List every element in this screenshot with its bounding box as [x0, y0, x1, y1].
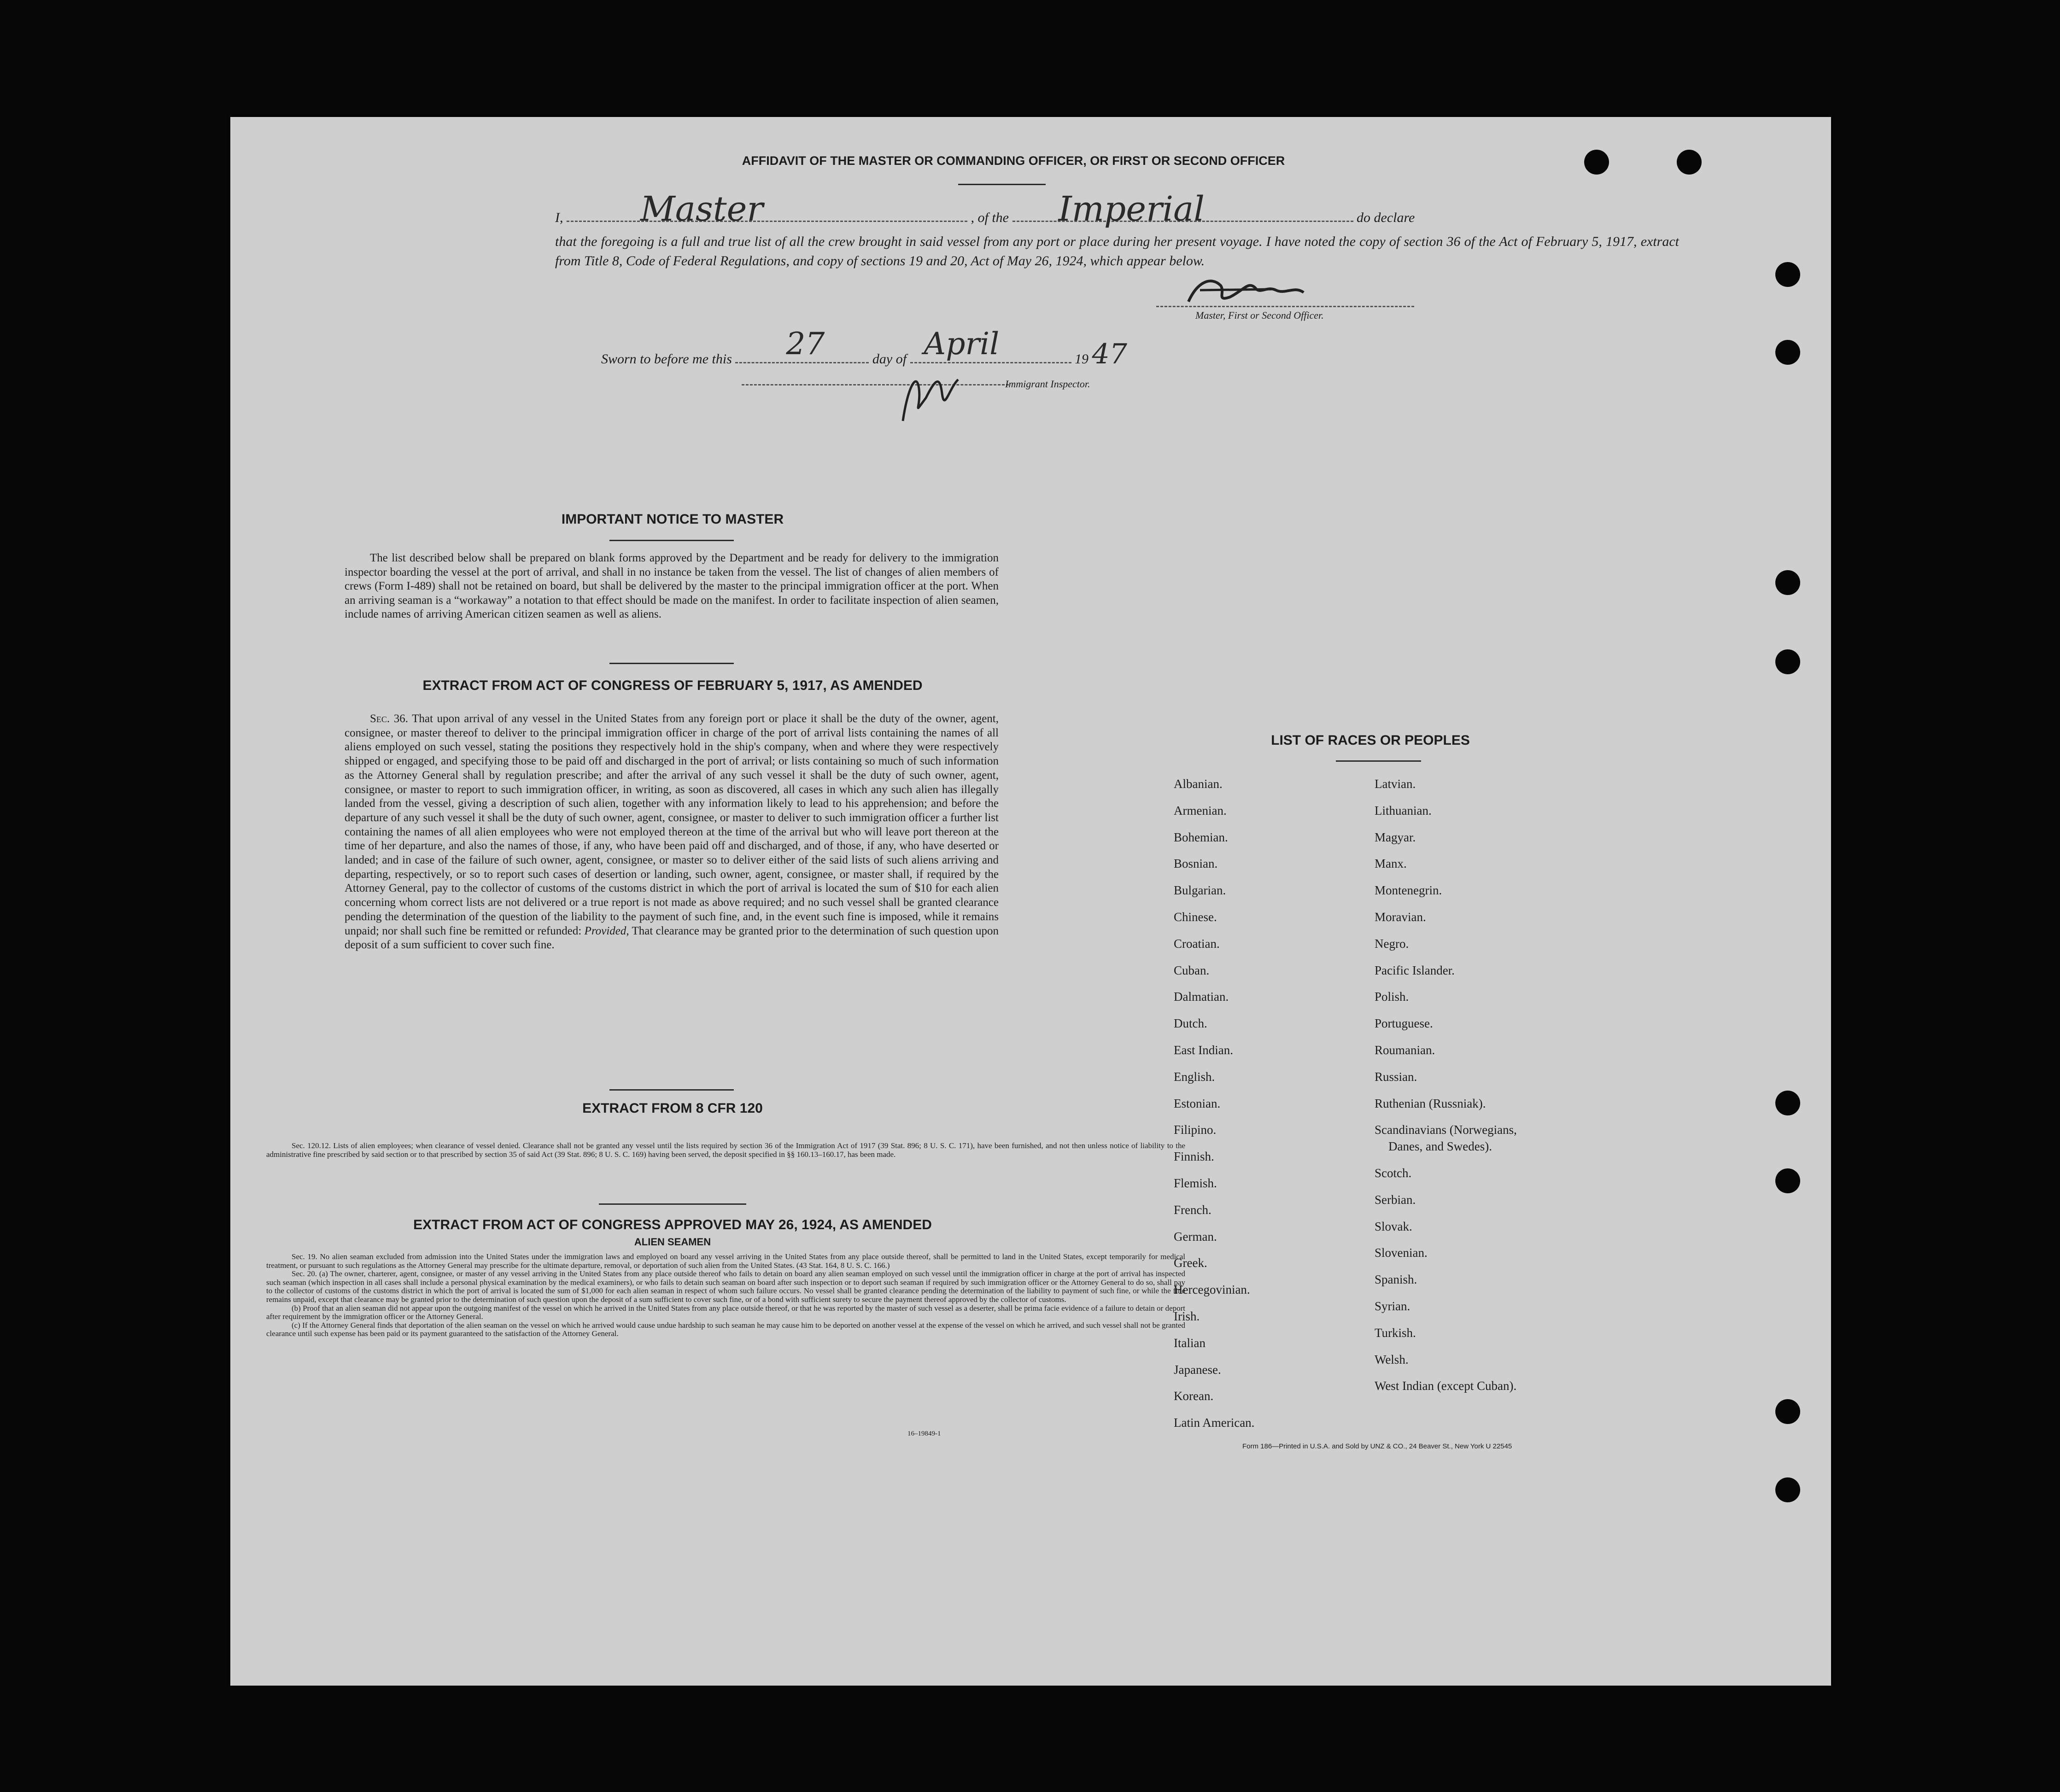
handwritten-name: Master: [640, 189, 763, 229]
race-item: Flemish.: [1174, 1176, 1217, 1190]
race-item: Roumanian.: [1375, 1043, 1435, 1057]
race-item: Portuguese.: [1375, 1016, 1433, 1031]
notice-title: IMPORTANT NOTICE TO MASTER: [561, 512, 784, 527]
race-item: Serbian.: [1375, 1192, 1416, 1207]
race-item: Danes, and Swedes).: [1388, 1139, 1492, 1154]
day-of-label: day of: [872, 351, 907, 367]
race-item: Bulgarian.: [1174, 883, 1226, 898]
handwritten-year: 47: [1092, 338, 1127, 370]
divider: [609, 663, 734, 664]
race-item: East Indian.: [1174, 1043, 1233, 1057]
race-item: Lithuanian.: [1375, 803, 1432, 817]
punch-hole: [1775, 340, 1800, 365]
races-column-2: [1375, 777, 1614, 1406]
race-item: Hercegovinian.: [1174, 1283, 1250, 1297]
punch-hole: [1775, 1091, 1800, 1115]
race-item: Korean.: [1174, 1389, 1214, 1403]
signature-scribble: [1156, 276, 1414, 304]
sec-20b-text: (b) Proof that an alien seaman did not appear upon the outgoing manifest of the vessel on which he arrived in the United States from any place outside thereof, or that he was reported by the master of such vessel as a deserter, shall be prima facie evidence of a failure to detain or deport after requirement by the immigration officer or the Attorney General.: [266, 1303, 1185, 1321]
notice-text: The list described below shall be prepared on blank forms approved by the Department and be ready for delivery to the immigration inspector boarding the vessel at the port of arrival, and shall in no instance be taken from the vessel. The list of changes of alien members of crews (Form I-489) shall not be retained on board, but shall be delivered by the master to the principal immigration officer at the port. When an arriving seaman is a “workaway” a notation to that effect should be made on the manifest. In order to facilitate inspection of alien seamen, include names of arriving American citizen seamen as well as aliens.: [345, 552, 999, 620]
master-signature-label: Master, First or Second Officer.: [1195, 309, 1324, 321]
race-item: Dutch.: [1174, 1016, 1207, 1031]
race-item: Dalmatian.: [1174, 990, 1229, 1004]
race-item: Latvian.: [1375, 777, 1416, 791]
race-item: Russian.: [1375, 1069, 1417, 1084]
races-title: LIST OF RACES OR PEOPLES: [1271, 733, 1470, 748]
signature-scribble: [894, 361, 967, 426]
sworn-line: [601, 326, 1127, 370]
race-item: English.: [1174, 1069, 1215, 1084]
extract-cfr-title: EXTRACT FROM 8 CFR 120: [582, 1101, 763, 1116]
provided-word: Provided,: [584, 924, 629, 937]
race-item: Moravian.: [1375, 910, 1426, 924]
punch-hole: [1775, 649, 1800, 674]
extract-1924-text: [266, 1253, 1185, 1338]
handwritten-vessel: Imperial: [1058, 189, 1205, 229]
race-item: Italian: [1174, 1336, 1206, 1350]
divider: [599, 1203, 746, 1205]
extract-cfr-text: Sec. 120.12. Lists of alien employees; when clearance of vessel denied. Clearance shall not be granted any vessel until the lists required by section 36 of the Immigration Act of 1917 (39 Stat. 896; 8 U. S. C. 171), have been furnished, and not then unless notice of liability to the administrative fine prescribed by said section or to that prescribed by section 35 of said Act (39 Stat. 896; 8 U. S. C. 169) having been served, the deposit specified in §§ 160.13–160.17, has been made.: [266, 1141, 1185, 1159]
races-column-1: [1174, 777, 1349, 1442]
divider: [958, 184, 1046, 185]
sworn-label: Sworn to before me this: [601, 351, 732, 367]
punch-hole: [1775, 1477, 1800, 1502]
race-item: Bosnian.: [1174, 857, 1218, 871]
punch-hole: [1775, 1168, 1800, 1193]
race-item: Montenegrin.: [1375, 883, 1442, 898]
divider: [609, 1089, 734, 1091]
punch-hole: [1775, 570, 1800, 595]
race-item: German.: [1174, 1229, 1217, 1243]
punch-hole: [1677, 150, 1702, 175]
handwritten-day: 27: [786, 326, 825, 362]
sec-36-label: Sec. 36.: [370, 712, 409, 725]
inspector-signature: [894, 361, 967, 426]
extract-1924-subtitle: ALIEN SEAMEN: [634, 1236, 711, 1248]
print-code: 16–19849-1: [907, 1430, 941, 1437]
sec-36-text: That upon arrival of any vessel in the United States from any foreign port or place it shall be the duty of the owner, agent, consignee, or master thereof to deliver to the principal immigration officer in charge of the port of arrival lists containing the names of all aliens employed on such vessel, stating the positions they respectively hold in the ship's company, when and where they were respectively shipped or engaged, and specifying those to be paid off and discharged in the port of arrival; or lists containing so much of such information as the Attorney General shall by regulation prescribe; and after the arrival of any such vessel it shall be the duty of such owner, agent, consignee, or master to report to such immigration officer, in writing, as soon as discovered, all cases in which any such alien has illegally landed from the vessel, giving a description of such alien, together with any information likely to lead to his apprehension; and before the departure of any such vessel it shall be the duty of such owner, agent, consignee, or master to deliver to such immigration officer a further list containing the names of all alien employees who were not employed thereon at the time of the arrival but who will leave port thereon at the time of her departure, and also the names of those, if any, who have been paid off and discharged, and of those, if any, who have deserted or landed; and in case of the failure of such owner, agent, consignee, or master so to deliver either of the said lists of such aliens arriving and departing, respectively, or so to report such cases of desertion or landing, such owner, agent, consignee, or master shall, if required by the Attorney General, pay to the collector of customs of the customs district in which the port of arrival is located the sum of $10 for each alien concerning whom correct lists are not delivered or a true report is not made as above required; and no such vessel shall be granted clearance pending the determination of the question of the liability to the payment of such fine, and, in the event such fine is imposed, while it remains unpaid; nor shall such fine be remitted or refunded:: [345, 712, 999, 937]
race-item: Chinese.: [1174, 910, 1217, 924]
sec-20a-text: Sec. 20. (a) The owner, charterer, agent, consignee, or master of any vessel arriving in the United States from any place outside thereof who fails to detain on board any alien seaman employed on such vessel until the immigration officer in charge at the port of arrival has inspected such seaman (which inspection in all cases shall include a personal physical examination by the medical examiners), or who fails to detain such seaman on board after such inspection or to deport such seaman if required by such immigration officer or the Attorney General to do so, shall pay to the collector of customs of the customs district in which the port of arrival is located the sum of $1,000 for each alien seaman in respect of whom such failure occurs. No vessel shall be granted clearance pending the determination of the liability to payment of such fine, or while the fine remains unpaid, except that clearance may be granted prior to the determination of such question upon the deposit of a sum sufficient to cover such fine, or of a bond with sufficient surety to secure the payment thereof approved by the collector of customs.: [266, 1269, 1185, 1304]
race-item: Spanish.: [1375, 1272, 1417, 1287]
race-item: Ruthenian (Russniak).: [1375, 1096, 1486, 1110]
divider: [1336, 760, 1421, 762]
name-field: [567, 189, 967, 229]
race-item: Negro.: [1375, 936, 1409, 951]
inspector-label: Immigrant Inspector.: [1005, 378, 1090, 390]
affidavit-declaration-line: [555, 189, 1679, 229]
race-item: Finnish.: [1174, 1150, 1214, 1164]
race-item: Irish.: [1174, 1309, 1200, 1323]
race-item: Polish.: [1375, 990, 1409, 1004]
race-item: Scotch.: [1375, 1166, 1412, 1180]
race-item: Croatian.: [1174, 936, 1220, 951]
race-item: Magyar.: [1375, 830, 1416, 844]
race-item: Pacific Islander.: [1375, 963, 1455, 977]
handwritten-month: April: [924, 326, 1000, 362]
sec-20c-text: (c) If the Attorney General finds that deportation of the alien seaman on the vessel on which he arrived would cause undue hardship to such seaman he may cause him to be deported on another vessel at the expense of the vessel on which he arrived, and such vessel shall not be granted clearance until such expense has been paid or its payment guaranteed to the satisfaction of the Attorney General.: [266, 1320, 1185, 1338]
sec-19-text: Sec. 19. No alien seaman excluded from admission into the United States under the immigration laws and employed on board any vessel arriving in the United States from any place outside thereof, shall be permitted to land in the United States, except temporarily for medical treatment, or pursuant to such regulations as the Attorney General may prescribe for the ultimate departure, removal, or deportation of such alien from the United States. (43 Stat. 164, 8 U. S. C. 166.): [266, 1252, 1185, 1270]
extract-1924-title: EXTRACT FROM ACT OF CONGRESS APPROVED MAY 26, 1924, AS AMENDED: [413, 1217, 932, 1232]
signature-line: [1156, 306, 1414, 307]
master-signature: [1156, 276, 1414, 304]
race-item: Armenian.: [1174, 803, 1227, 817]
race-item: Slovak.: [1375, 1219, 1412, 1233]
vessel-field: [1012, 189, 1353, 229]
sec-36-text-end: That clearance may be granted prior to the determination of such question upon deposit of a sum sufficient to cover such fine.: [345, 924, 999, 951]
inspector-signature-line: [742, 384, 1009, 385]
form-footer: Form 186—Printed in U.S.A. and Sold by UNZ & CO., 24 Beaver St., New York U 22545: [1242, 1442, 1512, 1450]
i-label: I,: [555, 210, 563, 225]
extract-1917-title: EXTRACT FROM ACT OF CONGRESS OF FEBRUARY 5, 1917, AS AMENDED: [422, 678, 923, 693]
day-field: [735, 326, 869, 363]
race-item: Bohemian.: [1174, 830, 1228, 844]
affidavit-body: that the foregoing is a full and true list of all the crew brought in said vessel from any port or place during her present voyage. I have noted the copy of section 36 of the Act of February 5, 1917, extract from Title 8, Code of Federal Regulations, and copy of sections 19 and 20, Act of May 26, 1924, which appear below.: [555, 234, 1679, 269]
race-item: Japanese.: [1174, 1362, 1221, 1377]
punch-hole: [1775, 262, 1800, 287]
punch-hole: [1775, 1399, 1800, 1424]
race-item: Estonian.: [1174, 1096, 1221, 1110]
do-declare-label: do declare: [1357, 210, 1415, 225]
race-item: Turkish.: [1375, 1325, 1416, 1340]
divider: [609, 540, 734, 541]
race-item: Slovenian.: [1375, 1246, 1428, 1260]
race-item: Albanian.: [1174, 777, 1223, 791]
year-label: 19: [1075, 351, 1089, 367]
extract-1917-text: [345, 712, 999, 952]
race-item: French.: [1174, 1202, 1211, 1217]
race-item: Cuban.: [1174, 963, 1210, 977]
race-item: West Indian (except Cuban).: [1375, 1379, 1517, 1393]
document-page: [230, 117, 1831, 1686]
punch-hole: [1584, 150, 1609, 175]
race-item: Greek.: [1174, 1256, 1207, 1270]
race-item: Syrian.: [1375, 1299, 1410, 1313]
race-item: Welsh.: [1375, 1352, 1409, 1366]
race-item: Filipino.: [1174, 1123, 1217, 1137]
race-item: Manx.: [1375, 857, 1407, 871]
of-the-label: , of the: [971, 210, 1009, 225]
affidavit-heading: AFFIDAVIT OF THE MASTER OR COMMANDING OFFICER, OR FIRST OR SECOND OFFICER: [742, 154, 1285, 168]
race-item: Scandinavians (Norwegians,: [1375, 1123, 1517, 1137]
race-item: Latin American.: [1174, 1416, 1255, 1430]
